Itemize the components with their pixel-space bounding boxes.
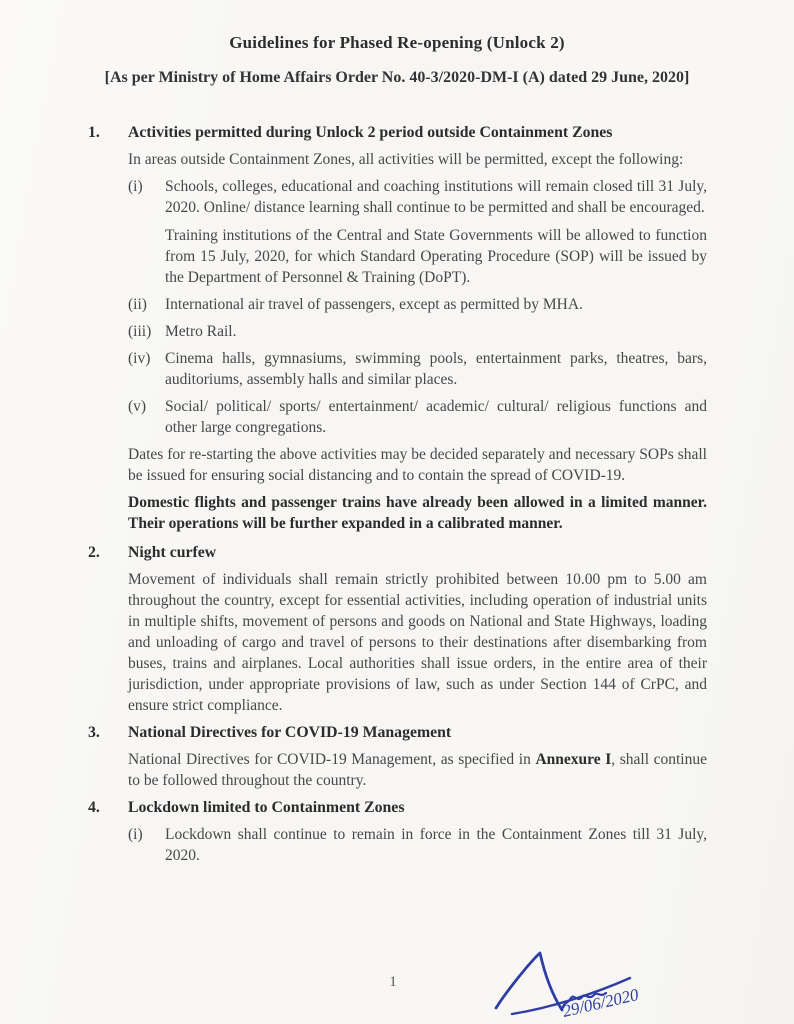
- list-item-v-marker: (v): [128, 398, 147, 415]
- annexure-reference: Annexure I: [535, 751, 612, 768]
- section-2-paragraph: Movement of individuals shall remain strictly prohibited between 10.00 pm to 5.00 am throughout the country, except for essential activities, including operation of industrial units in multiple shifts, movement of persons and goods on National and State Highways, loading and unloading of cargo and travel of persons to their destinations after disembarking from buses, trains and airplanes. Local authorities shall issue orders, in the entire area of their jurisdiction, under appropriate provisions of law, such as under Section 144 of CrPC, and ensure strict compliance.: [128, 571, 707, 714]
- section-1-title: Activities permitted during Unlock 2 period outside Containment Zones: [128, 124, 613, 141]
- list-item-ii-marker: (ii): [128, 296, 147, 313]
- section-3-text-pre: National Directives for COVID-19 Management, as specified in: [128, 751, 536, 768]
- section-4-item-i-text: Lockdown shall continue to remain in force in the Containment Zones till 31 July, 2020.: [165, 826, 707, 864]
- list-item-v-text: Social/ political/ sports/ entertainment/ academic/ cultural/ religious functions and other large congregations.: [165, 398, 707, 436]
- section-1-closing: Dates for re-starting the above activities may be decided separately and necessary SOPs shall be issued for ensuring social distancing and to contain the spread of COVID-19.: [128, 446, 707, 484]
- section-4-title: Lockdown limited to Containment Zones: [128, 799, 405, 816]
- list-item-iii: [128, 321, 707, 342]
- section-4-heading: [88, 797, 707, 818]
- section-2-title: Night curfew: [128, 544, 217, 561]
- list-item-ii-text: International air travel of passengers, except as permitted by MHA.: [165, 296, 583, 313]
- list-item-i: [128, 176, 707, 288]
- section-1-heading: [88, 122, 707, 143]
- section-4-item-i-marker: (i): [128, 826, 143, 843]
- section-3-title: National Directives for COVID-19 Management: [128, 724, 452, 741]
- list-item-iv-text: Cinema halls, gymnasiums, swimming pools, entertainment parks, theatres, bars, auditoriums, assembly halls and similar places.: [165, 350, 707, 388]
- document-body: [88, 118, 707, 872]
- list-item-v: [128, 396, 707, 438]
- list-item-ii: [128, 294, 707, 315]
- list-item-i-marker: (i): [128, 178, 143, 195]
- list-item-i-continuation: Training institutions of the Central and State Governments will be allowed to function from 15 July, 2020, for which Standard Operating Procedure (SOP) will be issued by the Department of Personnel & Training (DoPT).: [165, 227, 707, 286]
- section-4-list-item-i: [128, 824, 707, 866]
- signature-image: [478, 944, 702, 1024]
- section-2-heading: [88, 542, 707, 563]
- section-3-paragraph: [128, 749, 707, 791]
- section-1-number: 1.: [88, 124, 100, 141]
- section-1-intro: In areas outside Containment Zones, all activities will be permitted, except the following:: [128, 151, 684, 168]
- section-3-heading: [88, 722, 707, 743]
- section-1-bold-note: Domestic flights and passenger trains have already been allowed in a limited manner. Their operations will be further expanded in a calibrated manner.: [128, 494, 707, 532]
- document-subtitle: [As per Ministry of Home Affairs Order No. 40-3/2020-DM-I (A) dated 29 June, 2020]: [104, 69, 690, 86]
- section-4-number: 4.: [88, 799, 100, 816]
- list-item-iv-marker: (iv): [128, 350, 151, 367]
- signature-block: [478, 944, 702, 1024]
- list-item-iv: [128, 348, 707, 390]
- list-item-i-text: Schools, colleges, educational and coaching institutions will remain closed till 31 July, 2020. Online/ distance learning shall continue to be permitted and shall be encouraged.: [165, 178, 707, 216]
- list-item-iii-marker: (iii): [128, 323, 152, 340]
- page-number: 1: [389, 974, 397, 990]
- document-title: Guidelines for Phased Re-opening (Unlock 2): [229, 33, 565, 52]
- list-item-iii-text: Metro Rail.: [165, 323, 237, 340]
- signature-date: 29/06/2020: [560, 984, 641, 1021]
- section-3-number: 3.: [88, 724, 100, 741]
- section-3-text-post: , shall continue to be followed throughout the country.: [128, 751, 707, 789]
- section-2-number: 2.: [88, 544, 100, 561]
